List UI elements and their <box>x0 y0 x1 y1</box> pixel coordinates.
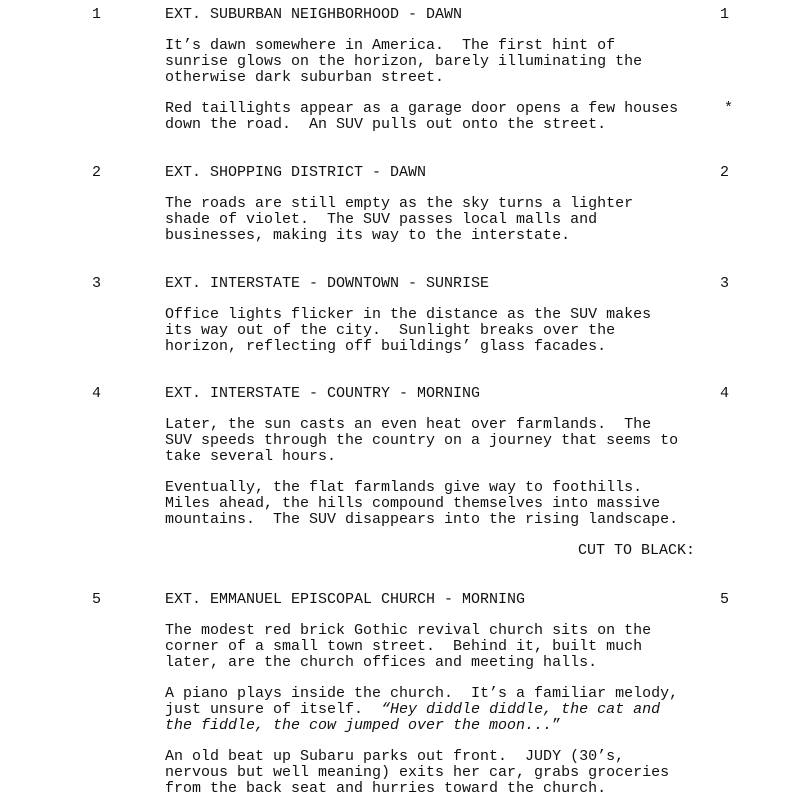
scene-number-right: 2 <box>720 164 730 181</box>
transition: CUT TO BLACK: <box>578 542 696 559</box>
song-lyric: the fiddle, the cow jumped over the moon... <box>165 717 553 734</box>
scene-heading: EXT. SUBURBAN NEIGHBORHOOD - DAWN <box>165 6 463 23</box>
action-paragraph: Eventually, the flat farmlands give way to foothills. Miles ahead, the hills compound themselves into massive mountains. The SUV disappears into the rising landscape. <box>165 479 679 528</box>
piano-line-1: A piano plays inside the church. It’s a familiar melody, <box>165 685 679 702</box>
scene-heading: EXT. EMMANUEL EPISCOPAL CHURCH - MORNING <box>165 591 526 608</box>
action-paragraph: It’s dawn somewhere in America. The first hint of sunrise glows on the horizon, barely illuminating the otherwise dark suburban street. <box>165 37 643 86</box>
scene-number-left: 5 <box>92 591 102 608</box>
action-paragraph: The modest red brick Gothic revival church sits on the corner of a small town street. Behind it, built much later, are the church offices and meeting halls. <box>165 622 652 671</box>
action-paragraph: Office lights flicker in the distance as the SUV makes its way out of the city. Sunlight breaks over the horizon, reflecting off buildings’ glass facades. <box>165 306 652 355</box>
scene-number-left: 1 <box>92 6 102 23</box>
scene-number-left: 4 <box>92 385 102 402</box>
scene-heading: EXT. SHOPPING DISTRICT - DAWN <box>165 164 427 181</box>
song-lyric: “Hey diddle diddle, the cat and <box>381 701 661 718</box>
action-paragraph: An old beat up Subaru parks out front. JUDY (30’s, nervous but well meaning) exits her car, grabs groceries from the back seat and hurries toward the church. <box>165 748 670 797</box>
closing-quote: ” <box>552 717 562 734</box>
action-paragraph: Red taillights appear as a garage door opens a few houses down the road. An SUV pulls out onto the street. <box>165 100 679 133</box>
scene-number-right: 3 <box>720 275 730 292</box>
revision-mark: * <box>724 100 734 117</box>
scene-number-right: 5 <box>720 591 730 608</box>
scene-heading: EXT. INTERSTATE - DOWNTOWN - SUNRISE <box>165 275 490 292</box>
action-paragraph: Later, the sun casts an even heat over farmlands. The SUV speeds through the country on a journey that seems to take several hours. <box>165 416 679 465</box>
scene-number-right: 1 <box>720 6 730 23</box>
piano-line-2-plain: just unsure of itself. <box>165 701 382 718</box>
scene-number-left: 2 <box>92 164 102 181</box>
scene-number-right: 4 <box>720 385 730 402</box>
scene-heading: EXT. INTERSTATE - COUNTRY - MORNING <box>165 385 481 402</box>
action-paragraph: The roads are still empty as the sky turns a lighter shade of violet. The SUV passes local malls and businesses, making its way to the interstate. <box>165 195 634 244</box>
scene-number-left: 3 <box>92 275 102 292</box>
action-paragraph-piano <box>165 686 725 734</box>
